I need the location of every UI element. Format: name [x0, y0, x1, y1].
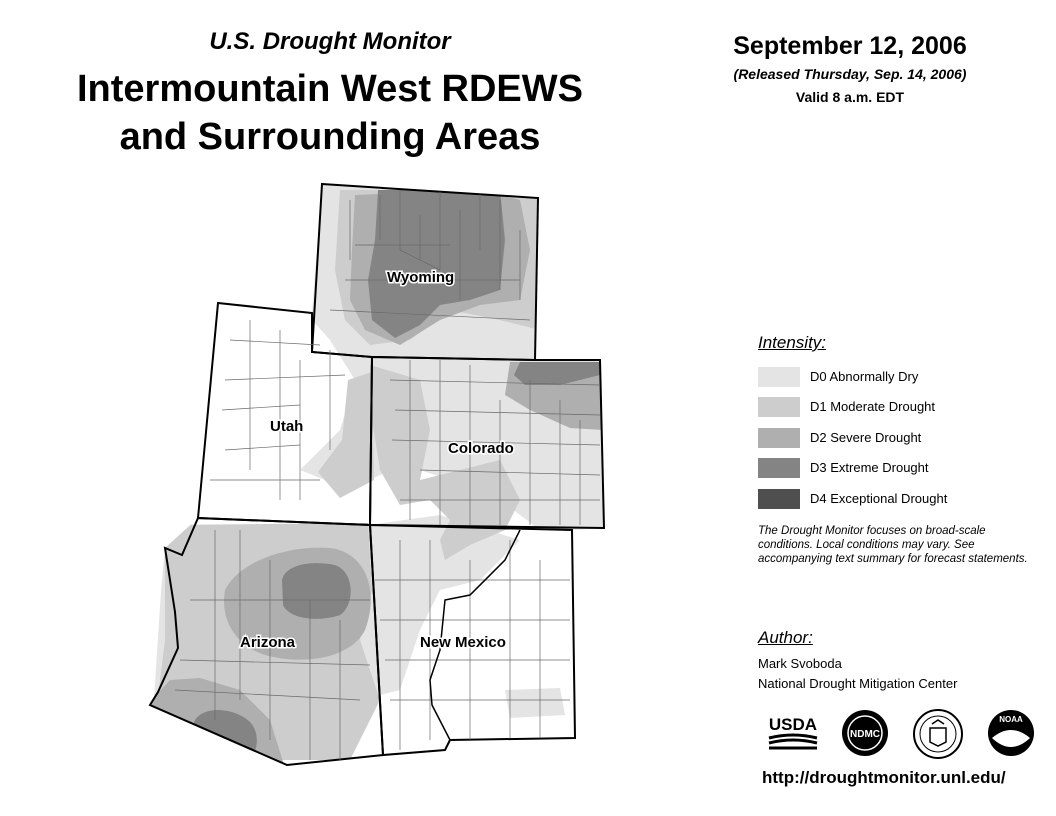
author-heading: Author: [758, 628, 813, 647]
map-subtitle: U.S. Drought Monitor [209, 28, 451, 55]
legend-item [758, 397, 1018, 417]
legend-item [758, 428, 1018, 448]
d3-area-arizona [282, 563, 351, 619]
legend-label: D2 Severe Drought [810, 430, 922, 445]
ndmc-logo [840, 708, 890, 758]
legend-item [758, 458, 1018, 478]
usda-logo [766, 708, 820, 752]
legend-label: D1 Moderate Drought [810, 399, 936, 414]
website-url[interactable]: http://droughtmonitor.unl.edu/ [762, 768, 1006, 787]
legend-item [758, 367, 1018, 387]
legend-item [758, 489, 1018, 509]
map-title-line2: and Surrounding Areas [119, 116, 541, 158]
author-organization: National Drought Mitigation Center [758, 676, 958, 691]
noaa-logo [986, 708, 1036, 758]
legend-swatch-d1 [758, 397, 800, 417]
usda-logo-text: USDA [768, 715, 818, 734]
doc-seal-logo [912, 708, 964, 760]
ndmc-logo-text: NDMC [850, 729, 880, 740]
d0-area-nm-east [505, 688, 565, 718]
map-title-line1: Intermountain West RDEWS [77, 68, 583, 110]
legend-swatch-d4 [758, 489, 800, 509]
legend-label: D3 Extreme Drought [810, 460, 929, 475]
state-label-colorado: Colorado [448, 440, 514, 457]
author-name: Mark Svoboda [758, 656, 842, 671]
legend-label: D4 Exceptional Drought [810, 491, 948, 506]
state-label-wyoming: Wyoming [387, 269, 455, 286]
state-label-new-mexico: New Mexico [420, 634, 506, 651]
legend-swatch-d2 [758, 428, 800, 448]
state-label-arizona: Arizona [240, 634, 296, 651]
map-date: September 12, 2006 [733, 32, 967, 60]
noaa-logo-text: NOAA [999, 715, 1023, 724]
legend-heading: Intensity: [758, 333, 827, 352]
valid-time: Valid 8 a.m. EDT [795, 89, 905, 105]
state-label-utah: Utah [270, 418, 304, 435]
legend-swatch-d0 [758, 367, 800, 387]
legend-label: D0 Abnormally Dry [810, 369, 919, 384]
release-note: (Released Thursday, Sep. 14, 2006) [733, 66, 967, 82]
legend-swatch-d3 [758, 458, 800, 478]
disclaimer-note: The Drought Monitor focuses on broad-scale conditions. Local conditions may vary. See accompanying text summary for forecast statements. [758, 525, 1028, 565]
